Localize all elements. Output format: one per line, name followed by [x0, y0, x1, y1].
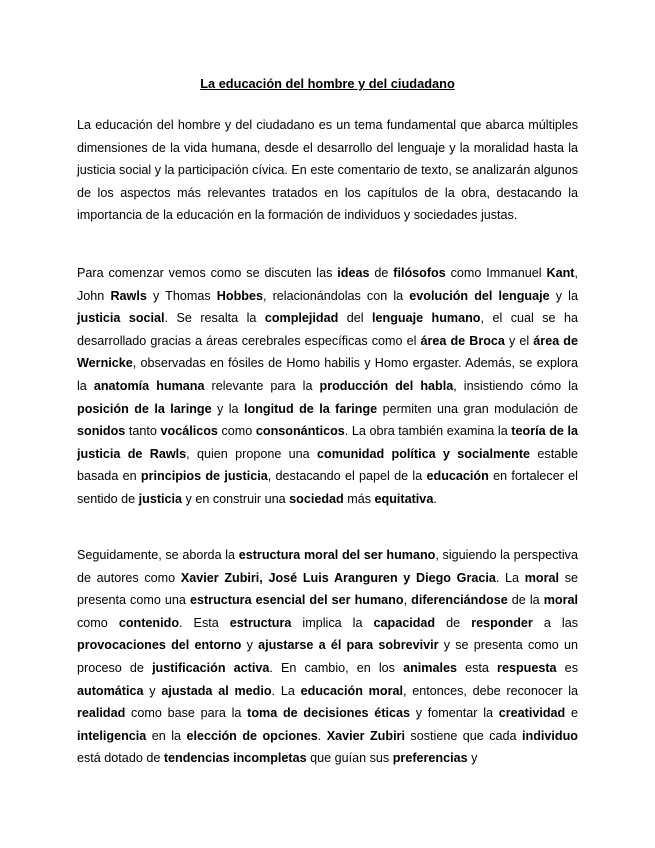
- text-run: .: [433, 491, 437, 506]
- bold-term: lenguaje humano: [372, 311, 481, 326]
- text-run: y: [241, 638, 259, 653]
- text-run: permiten una gran modulación de: [377, 401, 578, 416]
- text-run: y la: [211, 401, 245, 416]
- bold-term: consonánticos: [255, 424, 345, 439]
- text-run: esta: [457, 660, 498, 675]
- bold-term: área de Wernicke: [77, 333, 578, 371]
- bold-term: sonidos: [77, 424, 126, 439]
- text-run: relevante para la: [204, 378, 320, 393]
- bold-term: inteligencia: [77, 728, 147, 743]
- text-run: Para comenzar vemos como se discuten las: [77, 266, 338, 280]
- text-run: como base para la: [125, 706, 248, 721]
- text-run: es: [556, 660, 578, 675]
- text-run: y Thomas: [146, 288, 217, 303]
- bold-term: moral: [524, 570, 560, 585]
- bold-term: creatividad: [498, 706, 566, 721]
- text-run: .: [317, 728, 327, 743]
- bold-term: diferenciándose: [411, 593, 508, 608]
- text-run: , quien propone una: [186, 446, 318, 461]
- bold-term: filósofos: [393, 266, 446, 280]
- text-run: , destacando el papel de la: [267, 469, 427, 484]
- bold-term: equitativa: [374, 491, 434, 506]
- bold-term: Xavier Zubiri, José Luis Aranguren y Diego Gracia: [180, 570, 496, 585]
- text-run: de: [369, 266, 394, 280]
- text-run: . La: [271, 683, 301, 698]
- text-run: y en construir una: [182, 491, 290, 506]
- text-run: , observadas en fósiles de Homo habilis y Homo ergaster. Además, se explora la: [77, 356, 578, 393]
- text-run: y se presenta como un proceso de: [77, 638, 578, 675]
- bold-term: elección de opciones: [186, 728, 318, 743]
- bold-term: estructura: [229, 615, 292, 630]
- bold-term: evolución del lenguaje: [409, 288, 550, 303]
- text-run: de: [435, 615, 472, 630]
- text-run: y: [467, 751, 478, 766]
- paragraph-moral-structure: [77, 544, 578, 770]
- text-run: del: [338, 311, 372, 326]
- bold-term: estructura esencial del ser humano: [189, 593, 404, 608]
- bold-term: sociedad: [289, 491, 344, 506]
- bold-term: realidad: [77, 706, 126, 721]
- bold-term: contenido: [118, 615, 180, 630]
- bold-term: justicia: [138, 491, 183, 506]
- text-run: que guían sus: [306, 751, 393, 766]
- text-run: a las: [532, 615, 578, 630]
- text-run: , siguiendo la perspectiva de autores como: [77, 548, 578, 585]
- text-run: . Esta: [179, 615, 230, 630]
- text-run: en la: [146, 728, 187, 743]
- bold-term: individuo: [522, 728, 578, 743]
- text-run: se presenta como una: [77, 570, 578, 608]
- text-run: en fortalecer el sentido de: [77, 469, 578, 506]
- paragraph-language-justice: [77, 262, 578, 511]
- text-run: como Immanuel: [445, 266, 547, 280]
- text-run: . La obra también examina la: [344, 424, 512, 439]
- bold-term: ideas: [337, 266, 370, 280]
- text-run: ,: [403, 593, 412, 608]
- bold-term: educación: [426, 469, 489, 484]
- text-run: y el: [504, 333, 534, 348]
- document-title: La educación del hombre y del ciudadano: [200, 76, 455, 91]
- bold-term: capacidad: [373, 615, 436, 630]
- bold-term: preferencias: [392, 751, 468, 766]
- bold-term: provocaciones del entorno: [77, 638, 242, 653]
- bold-term: moral: [543, 593, 578, 608]
- bold-term: ajustarse a él para sobrevivir: [258, 638, 439, 653]
- bold-term: estructura moral del ser humano: [238, 548, 436, 562]
- text-run: está dotado de: [77, 751, 164, 766]
- text-run: y la: [549, 288, 578, 303]
- text-run: , entonces, debe reconocer la: [402, 683, 578, 698]
- text-run: como: [217, 424, 256, 439]
- text-run: de la: [507, 593, 544, 608]
- bold-term: ajustada al medio: [161, 683, 272, 698]
- bold-term: toma de decisiones éticas: [247, 706, 410, 721]
- bold-term: justificación activa: [152, 660, 270, 675]
- text-run: implica la: [291, 615, 374, 630]
- bold-term: responder: [471, 615, 533, 630]
- text-run: , John: [77, 266, 578, 303]
- text-run: . Se resalta la: [164, 311, 265, 326]
- text-run: como: [77, 615, 119, 630]
- text-run: e: [565, 706, 578, 721]
- bold-term: longitud de la faringe: [244, 401, 378, 416]
- text-run: sostiene que cada: [404, 728, 523, 743]
- bold-term: producción del habla: [319, 378, 454, 393]
- text-run: , relacionándolas con la: [262, 288, 410, 303]
- bold-term: educación moral: [300, 683, 403, 698]
- text-run: Seguidamente, se aborda la: [77, 548, 239, 562]
- paragraph-introduction: [77, 114, 578, 227]
- bold-term: complejidad: [264, 311, 339, 326]
- text-run: más: [343, 491, 375, 506]
- text-run: tanto: [125, 424, 161, 439]
- bold-term: respuesta: [497, 660, 557, 675]
- bold-term: Hobbes: [216, 288, 263, 303]
- text-run: y: [143, 683, 162, 698]
- bold-term: animales: [403, 660, 457, 675]
- bold-term: automática: [77, 683, 144, 698]
- bold-term: anatomía humana: [93, 378, 205, 393]
- bold-term: vocálicos: [160, 424, 218, 439]
- bold-term: teoría de la justicia de Rawls: [77, 424, 578, 461]
- text-run: , el cual se ha desarrollado gracias a áreas cerebrales específicas como el: [77, 311, 578, 348]
- text-run: estable basada en: [77, 446, 578, 484]
- text-run: y fomentar la: [409, 706, 499, 721]
- bold-term: justicia social: [77, 311, 165, 326]
- text-run: , insistiendo cómo la: [453, 378, 578, 393]
- bold-term: Xavier Zubiri: [326, 728, 405, 743]
- bold-term: comunidad política y socialmente: [317, 446, 531, 461]
- bold-term: Rawls: [110, 288, 147, 303]
- text-run: . La: [495, 570, 525, 585]
- text-run: La educación del hombre y del ciudadano es un tema fundamental que abarca múltiples dimensiones de la vida humana, desde el desarrollo del lenguaje y la moralidad hasta la justicia social y la participación cívica. En este comentario de texto, se analizarán algunos de los aspectos más relevantes tratados en los capítulos de la obra, destacando la importancia de la educación en la formación de individuos y sociedades justas.: [77, 118, 578, 223]
- bold-term: principios de justicia: [140, 469, 268, 484]
- bold-term: Kant: [546, 266, 575, 280]
- text-run: . En cambio, en los: [269, 660, 404, 675]
- bold-term: tendencias incompletas: [163, 751, 307, 766]
- bold-term: área de Broca: [420, 333, 505, 348]
- bold-term: posición de la laringe: [77, 401, 212, 416]
